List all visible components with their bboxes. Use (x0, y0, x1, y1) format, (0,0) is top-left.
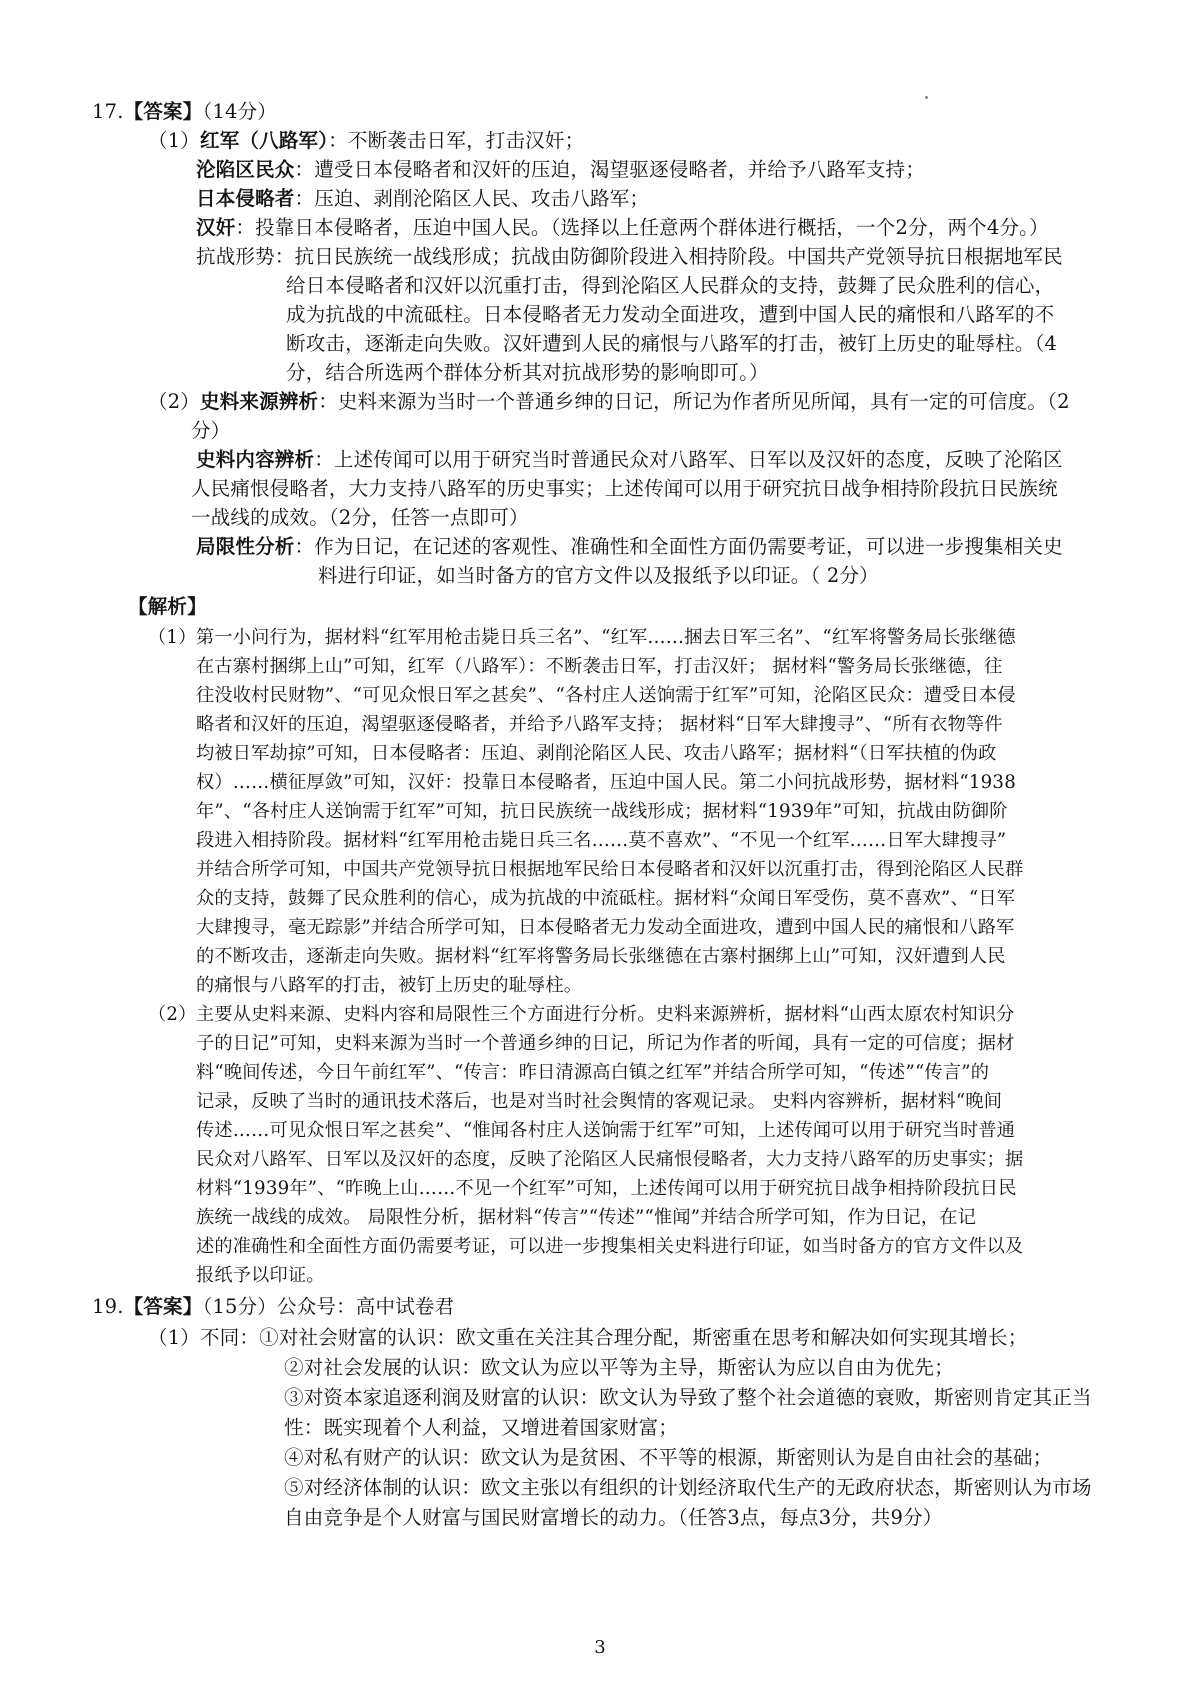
q17-header (92, 98, 277, 126)
q17-p2-line7: 料进行印证，如当时备方的官方文件以及报纸予以印证。（ 2分） (318, 564, 879, 587)
q17-analysis-1-line: 的痛恨与八路军的打击，被钉上历史的耻辱柱。 (196, 975, 583, 996)
q17-p1-line2 (196, 156, 925, 184)
q17-analysis-1-line: 在古寨村捆绑上山”可知，红军（八路军）：不断袭击日军，打击汉奸； 据材料“警务局长张继德，往 (196, 656, 1003, 677)
q17-p1-number: （1） (148, 129, 201, 152)
q19-p1-line4: 性：既实现着个人利益，又增进着国家财富； (284, 1416, 679, 1439)
q17-score: （14分） (202, 100, 278, 123)
q17-analysis-1-line: 大肆搜寻，毫无踪影”并结合所学可知，日本侵略者无力发动全面进攻，遭到中国人民的痛恨和八路军 (196, 917, 1015, 938)
q17-analysis-1-line: 第一小问行为，据材料“红军用枪击毙日兵三名”、“红军……捆去日军三名”、“红军将警务局长张继德 (196, 627, 1016, 648)
q17-p2-line1 (148, 388, 1070, 416)
q17-analysis-2-line: 主要从史料来源、史料内容和局限性三个方面进行分析。史料来源辨析，据材料“山西太原农村知识分 (196, 1004, 1015, 1025)
q17-p1-text-traitors: ：投靠日本侵略者，压迫中国人民。（选择以上任意两个群体进行概括，一个2分，两个4分。） (235, 216, 1049, 239)
q17-p1-line9: 分，结合所选两个群体分析其对抗战形势的影响即可。） (286, 361, 769, 384)
q19-p1-line6: ⑤对经济体制的认识：欧文主张以有组织的计划经济取代生产的无政府状态，斯密则认为市场 (284, 1476, 1092, 1499)
q19-score: （15分）公众号：高中试卷君 (202, 1295, 455, 1318)
q17-p1-line6: 给日本侵略者和汉奸以沉重打击，得到沦陷区人民群众的支持，鼓舞了民众胜利的信心， (286, 274, 1055, 297)
q17-p1-text-invaders: ：压迫、剥削沦陷区人民、攻击八路军； (294, 187, 650, 210)
q19-p1-line7: 自由竞争是个人财富与国民财富增长的动力。（任答3点，每点3分，共9分） (284, 1506, 943, 1529)
page-number: 3 (594, 1637, 606, 1658)
q17-analysis-2-line: 族统一战线的成效。 局限性分析，据材料“传言”“传述”“惟闻”并结合所学可知，作为日记，在记 (196, 1207, 977, 1228)
scan-speck (925, 96, 928, 99)
q17-p1-line8: 断攻击，逐渐走向失败。汉奸遭到人民的痛恨与八路军的打击，被钉上历史的耻辱柱。（4 (286, 332, 1058, 355)
q17-analysis-2-line: 民众对八路军、日军以及汉奸的态度，反映了沦陷区人民痛恨侵略者，大力支持八路军的历史事实；据 (196, 1149, 1024, 1170)
q19-p1-line3: ③对资本家追逐利润及财富的认识：欧文认为导致了整个社会道德的衰败，斯密则肯定其正当 (284, 1386, 1092, 1409)
q17-p1-label-invaders: 日本侵略者 (196, 187, 295, 210)
q17-p2-number: （2） (148, 390, 201, 413)
q17-answer-tag: 【答案】 (123, 100, 203, 123)
q17-analysis-2-line: 述的准确性和全面性方面仍需要考证，可以进一步搜集相关史料进行印证，如当时备方的官方文件以及 (196, 1236, 1024, 1257)
q17-analysis-1-line: 并结合所学可知，中国共产党领导抗日根据地军民给日本侵略者和汉奸以沉重打击，得到沦陷区人民群 (196, 859, 1024, 880)
q17-p2-label-limits: 局限性分析 (196, 535, 295, 558)
q17-analysis-header: 【解析】 (128, 595, 207, 618)
q17-analysis-1-line: 权）……横征厚敛”可知，汉奸：投靠日本侵略者，压迫中国人民。第二小问抗战形势，据材料“1938 (196, 772, 1016, 793)
q17-analysis-2-line: 报纸予以印证。 (196, 1265, 325, 1286)
q17-p1-line7: 成为抗战的中流砥柱。日本侵略者无力发动全面进攻，遭到中国人民的痛恨和八路军的不 (286, 303, 1055, 326)
q17-analysis-1-line: 众的支持，鼓舞了民众胜利的信心，成为抗战的中流砥柱。据材料“众闻日军受伤，莫不喜欢”、“日军 (196, 888, 1016, 909)
q17-p2-line4: 人民痛恨侵略者，大力支持八路军的历史事实；上述传闻可以用于研究抗日战争相持阶段抗日民族统 (191, 477, 1058, 500)
q19-p1-text: 不同：①对社会财富的认识：欧文重在关注其合理分配，斯密重在思考和解决如何实现其增长； (200, 1326, 1028, 1349)
q17-analysis-1-line: 段进入相持阶段。据材料“红军用枪击毙日兵三名……莫不喜欢”、“不见一个红军……日军大肆搜寻” (196, 830, 1007, 851)
q17-p2-line5: 一战线的成效。（2分，任答一点即可） (191, 506, 529, 529)
q19-header (92, 1293, 454, 1321)
q19-p1-line2: ②对社会发展的认识：欧文认为应以平等为主导，斯密认为应以自由为优先； (284, 1356, 954, 1379)
q17-p1-line5: 抗战形势：抗日民族统一战线形成；抗战由防御阶段进入相持阶段。中国共产党领导抗日根据地军民 (196, 245, 1063, 268)
q17-p1-text-redarmy: ：不断袭击日军，打击汉奸； (328, 129, 585, 152)
q19-p1-line5: ④对私有财产的认识：欧文认为是贫困、不平等的根源，斯密则认为是自由社会的基础； (284, 1446, 1053, 1469)
q17-p2-line3 (196, 446, 1063, 474)
q19-p1-number: （1） (148, 1326, 201, 1349)
q17-analysis-2-line: 材料“1939年”、“昨晚上山……不见一个红军”可知，上述传闻可以用于研究抗日战争相持阶段抗日民 (196, 1178, 1017, 1199)
q17-analysis-2-number: （2） (148, 1004, 197, 1025)
q17-p1-line1 (148, 127, 584, 155)
q17-analysis-1-line: 年”、“各村庄人送饷需于红军”可知，抗日民族统一战线形成；据材料“1939年”可知，抗战由防御阶 (196, 801, 1008, 822)
q17-number: 17. (92, 100, 124, 123)
q17-analysis-2-line: 料“晚间传述，今日午前红军”、“传言：昨日清源高白镇之红军”并结合所学可知，“传述”“传言”的 (196, 1062, 990, 1083)
q17-analysis-1-number: （1） (148, 627, 197, 648)
q17-p2-label-content: 史料内容辨析 (196, 448, 315, 471)
q17-p1-line3 (196, 185, 649, 213)
q17-p2-text-content: ：上述传闻可以用于研究当时普通民众对八路军、日军以及汉奸的态度，反映了沦陷区 (314, 448, 1063, 471)
q17-analysis-1-line: 均被日军劫掠”可知，日本侵略者：压迫、剥削沦陷区人民、攻击八路军；据材料“（日军扶植的伪政 (196, 743, 997, 764)
q17-p1-label-traitors: 汉奸 (196, 216, 236, 239)
q17-analysis-2-line: 记录，反映了当时的通讯技术落后，也是对当时社会舆情的客观记录。 史料内容辨析，据材料“晚间 (196, 1091, 1003, 1112)
q19-answer-tag: 【答案】 (123, 1295, 203, 1318)
q19-number: 19. (92, 1295, 124, 1318)
q17-analysis-2-line: 子的日记”可知，史料来源为当时一个普通乡绅的日记，所记为作者的听闻，具有一定的可信度；据材 (196, 1033, 1015, 1054)
q17-p2-label-source: 史料来源辨析 (200, 390, 319, 413)
q17-p2-line6 (196, 533, 1063, 561)
q17-analysis-1-line: 略者和汉奸的压迫，渴望驱逐侵略者，并给予八路军支持； 据材料“日军大肆搜寻”、“所有衣物等件 (196, 714, 1003, 735)
q17-p1-label-redarmy: 红军（八路军） (200, 129, 329, 152)
q17-p1-text-civilians: ：遭受日本侵略者和汉奸的压迫，渴望驱逐侵略者，并给予八路军支持； (294, 158, 925, 181)
q17-p2-text-source: ：史料来源为当时一个普通乡绅的日记，所记为作者所见所闻，具有一定的可信度。（2 (318, 390, 1070, 413)
q17-analysis-1-line: 往没收村民财物”、“可见众恨日军之甚矣”、“各村庄人送饷需于红军”可知，沦陷区民众：遭受日本侵 (196, 685, 1016, 706)
q17-p1-line4 (196, 214, 1049, 242)
q17-p2-line2: 分） (191, 419, 231, 442)
q17-analysis-2-line: 传述……可见众恨日军之甚矣”、“惟闻各村庄人送饷需于红军”可知，上述传闻可以用于研究当时普通 (196, 1120, 1016, 1141)
q17-analysis-1-line: 的不断攻击，逐渐走向失败。据材料“红军将警务局长张继德在古寨村捆绑上山”可知，汉奸遭到人民 (196, 946, 1006, 967)
q17-p1-label-civilians: 沦陷区民众 (196, 158, 295, 181)
q17-p2-text-limits: ：作为日记，在记述的客观性、准确性和全面性方面仍需要考证，可以进一步搜集相关史 (294, 535, 1063, 558)
q19-p1-line1 (148, 1324, 1027, 1352)
